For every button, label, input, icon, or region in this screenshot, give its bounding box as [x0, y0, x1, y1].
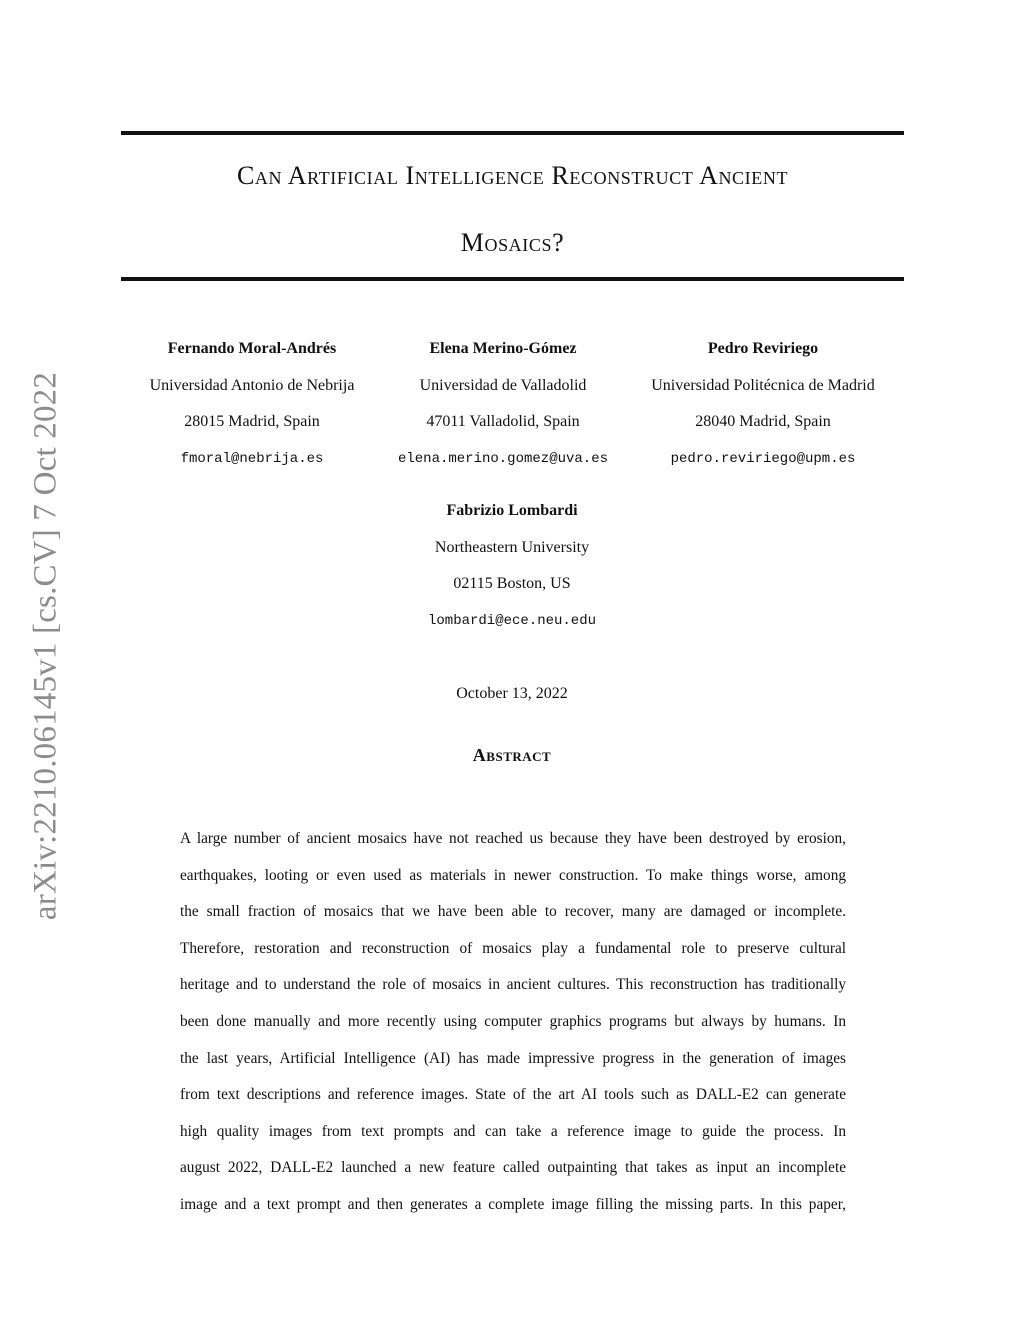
abstract-line: earthquakes, looting or even used as materials in newer construction. To make things worse, among: [180, 866, 846, 884]
author-location: 28040 Madrid, Spain: [695, 413, 831, 430]
author-name: Pedro Reviriego: [707, 340, 819, 357]
author-email[interactable]: pedro.reviriego@upm.es: [670, 450, 856, 467]
author-name: Fabrizio Lombardi: [446, 502, 578, 519]
abstract-line: A large number of ancient mosaics have not reached us because they have been destroyed by erosion,: [180, 830, 846, 847]
abstract-body: [180, 821, 846, 1224]
abstract-line: from text descriptions and reference images. State of the art AI tools such as DALL-E2 can generate: [180, 1086, 846, 1104]
arxiv-sidebar: [18, 363, 74, 929]
arxiv-stamp: arXiv:2210.06145v1 [cs.CV] 7 Oct 2022: [27, 371, 64, 921]
publication-date: October 13, 2022: [456, 685, 568, 702]
paper-title-line-1: Can Artificial Intelligence Reconstruct Ancient: [236, 161, 789, 190]
title-bottom-rule: [121, 277, 904, 281]
author-email[interactable]: elena.merino.gomez@uva.es: [397, 450, 609, 467]
author-location: 28015 Madrid, Spain: [184, 413, 320, 430]
abstract-line: high quality images from text prompts and can take a reference image to guide the process. In: [180, 1122, 846, 1140]
author-location: 47011 Valladolid, Spain: [426, 413, 580, 430]
author-email[interactable]: lombardi@ece.neu.edu: [427, 612, 597, 629]
author-email[interactable]: fmoral@nebrija.es: [180, 450, 324, 467]
author-affiliation: Universidad de Valladolid: [419, 376, 587, 394]
abstract-line: Therefore, restoration and reconstruction of mosaics play a fundamental role to preserve cultural: [180, 939, 846, 957]
author-location: 02115 Boston, US: [453, 575, 571, 592]
author-name: Elena Merino-Gómez: [429, 340, 577, 357]
author-affiliation: Universidad Politécnica de Madrid: [651, 376, 875, 394]
author-block: [353, 339, 653, 469]
author-affiliation: Universidad Antonio de Nebrija: [149, 376, 355, 394]
author-affiliation: Northeastern University: [434, 538, 590, 556]
abstract-line: heritage and to understand the role of mosaics in ancient cultures. This reconstruction has traditionally: [180, 976, 846, 994]
abstract-line: been done manually and more recently using computer graphics programs but always by humans. In: [180, 1012, 846, 1030]
author-block: [613, 339, 913, 469]
author-name: Fernando Moral-Andrés: [167, 340, 337, 357]
author-block: [362, 501, 662, 631]
abstract-heading: Abstract: [472, 745, 552, 765]
abstract-line: august 2022, DALL-E2 launched a new feature called outpainting that takes as input an incomplete: [180, 1159, 846, 1177]
paper-title-line-2: Mosaics?: [460, 228, 565, 257]
title-top-rule: [121, 131, 904, 135]
abstract-line: image and a text prompt and then generates a complete image filling the missing parts. In this paper,: [180, 1195, 846, 1213]
abstract-line: the small fraction of mosaics that we have been able to recover, many are damaged or incomplete.: [180, 903, 846, 921]
abstract-line: the last years, Artificial Intelligence (AI) has made impressive progress in the generation of images: [180, 1049, 846, 1067]
